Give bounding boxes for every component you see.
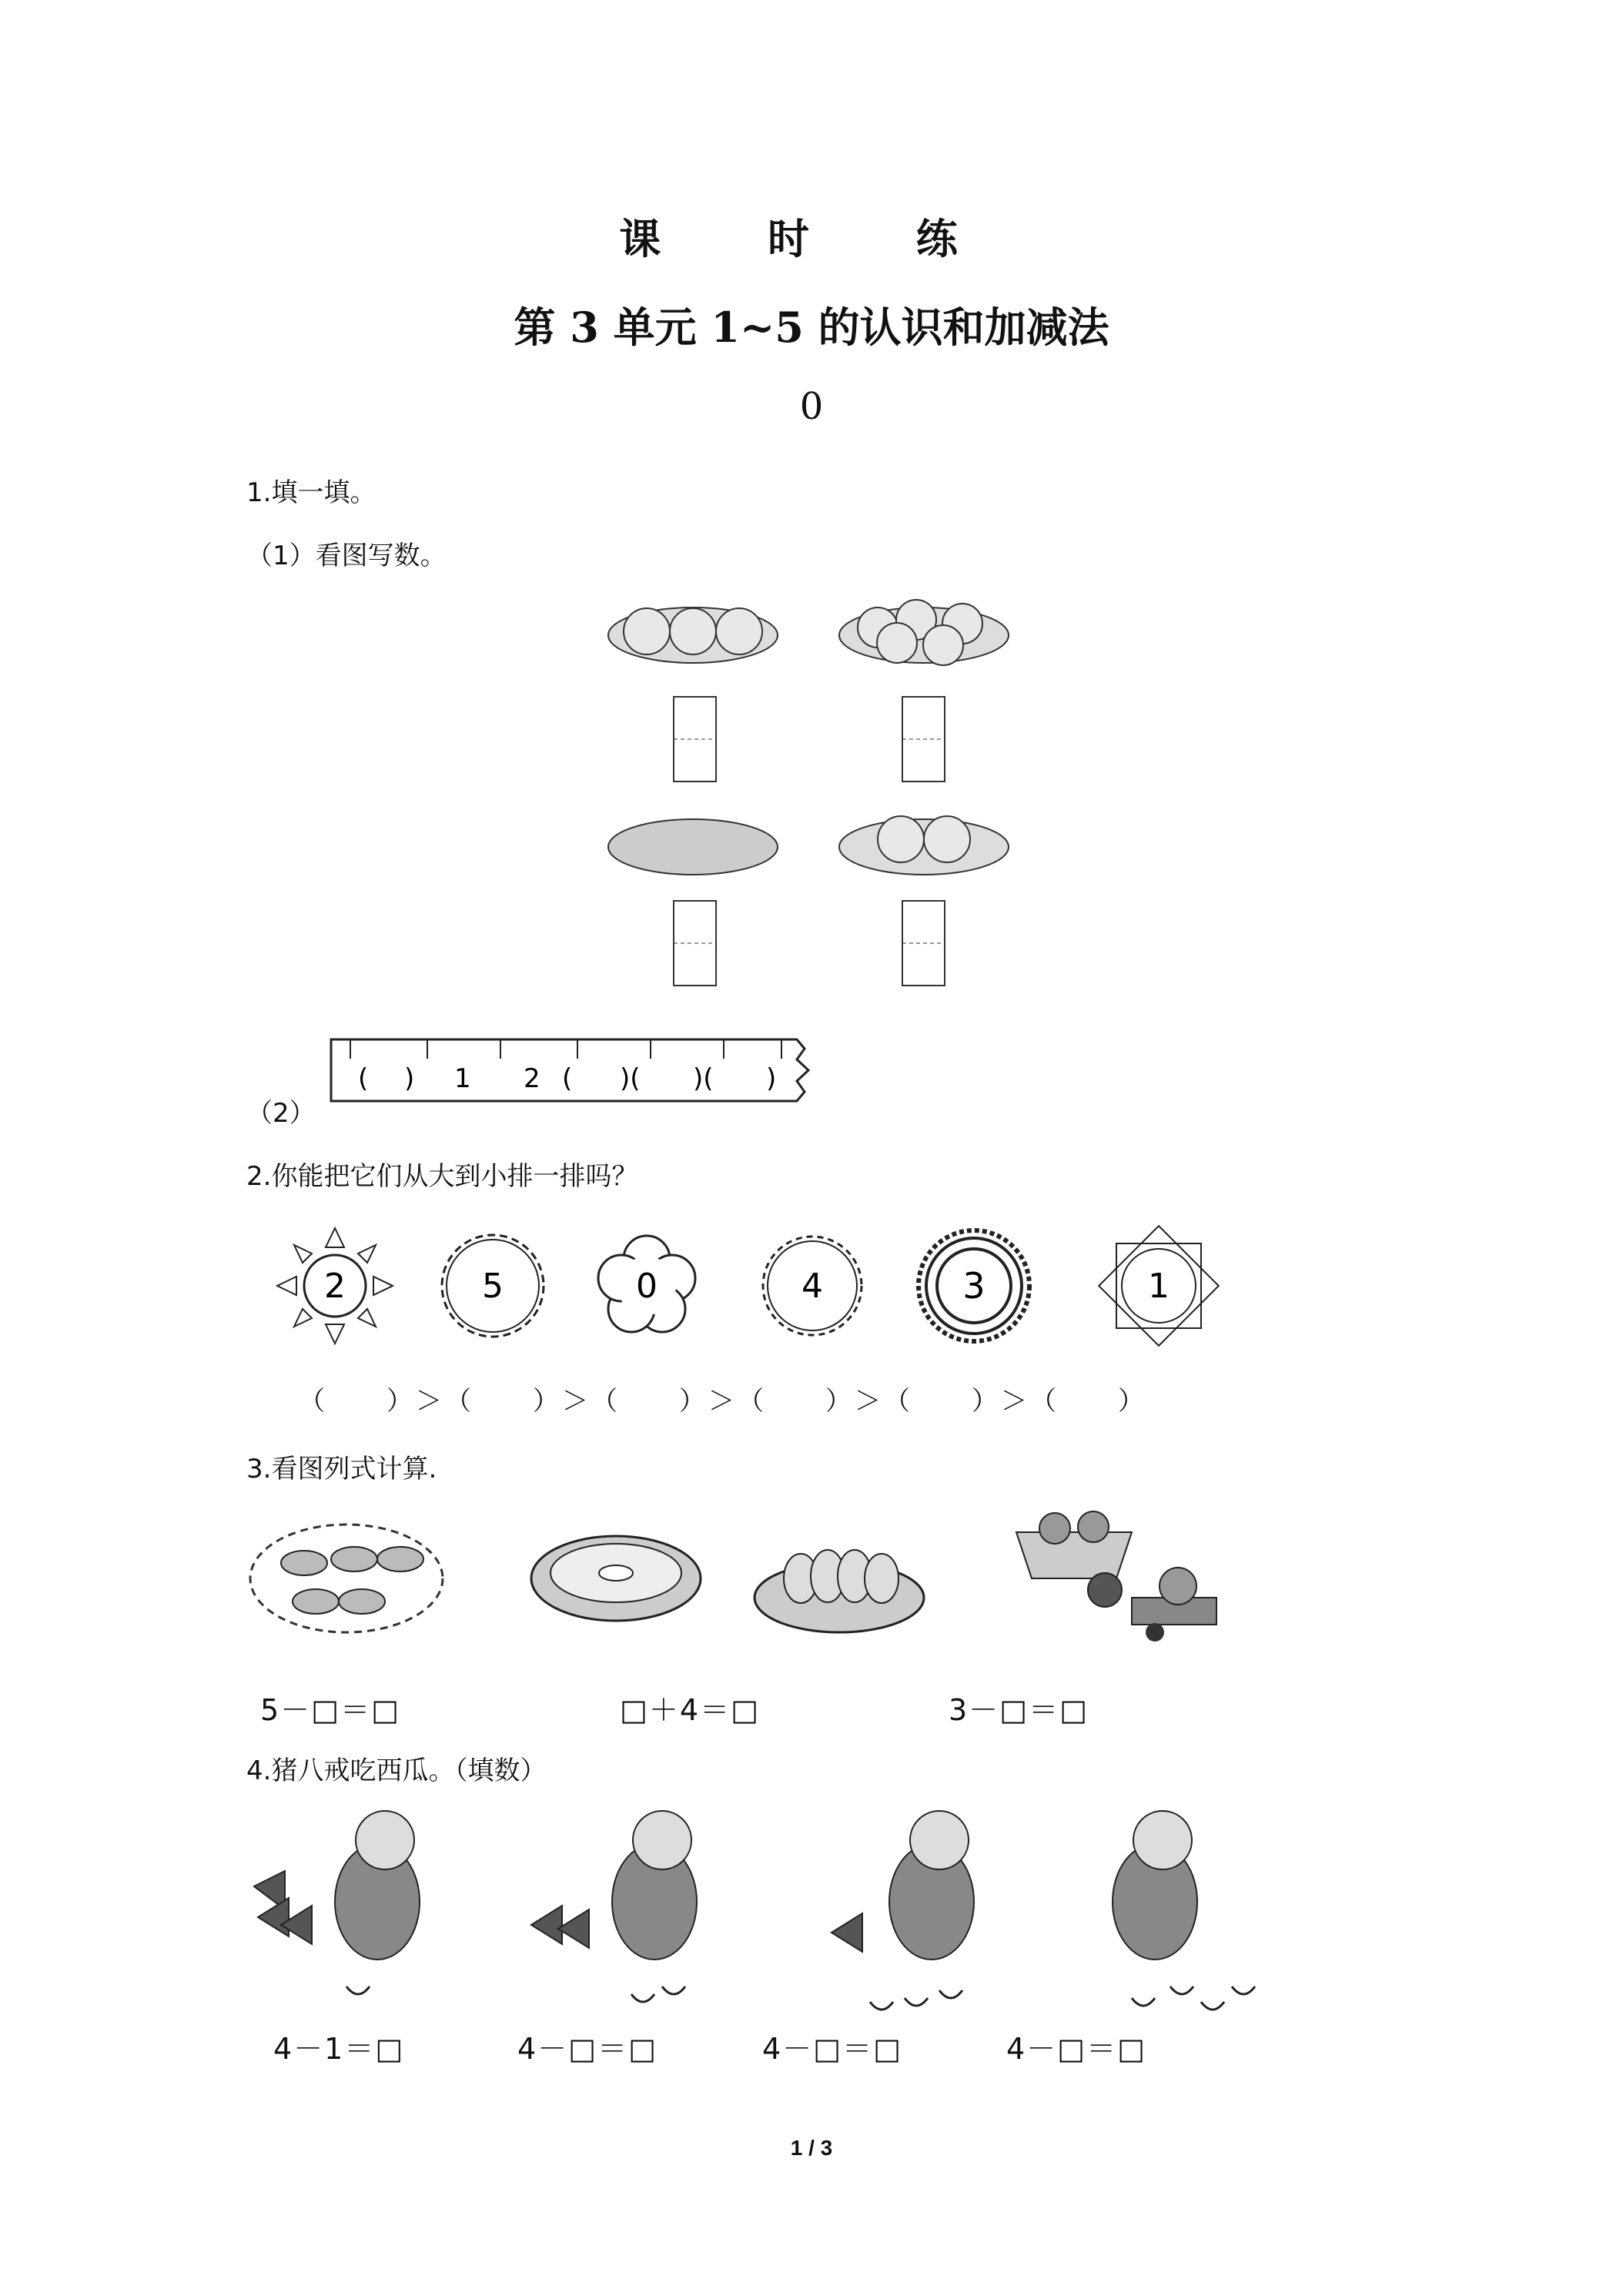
dark-star-badge <box>919 1230 1029 1341</box>
pigsy-panel-3 <box>832 1811 974 2010</box>
empty-bowl <box>531 1536 701 1621</box>
plate-empty <box>608 819 778 875</box>
badge-number: 4 <box>801 1267 823 1306</box>
answer-box-3[interactable] <box>674 901 716 986</box>
q1-part2-label: （2） <box>246 1098 316 1129</box>
pigsy-panel-4 <box>1113 1811 1255 2010</box>
q4-equation-1[interactable]: 4－1＝□ <box>273 2032 405 2066</box>
q1-heading: 1.填一填。 <box>246 477 376 508</box>
q1-part1-label: （1）看图写数。 <box>246 541 447 571</box>
ruler-label: ) <box>766 1063 777 1094</box>
badge-number: 3 <box>962 1265 986 1307</box>
ruler-label: ) <box>404 1063 415 1094</box>
plate-5-apples <box>839 600 1009 665</box>
pigsy-panel-1 <box>254 1811 420 1994</box>
ruler-label: ( <box>562 1063 573 1094</box>
q3-pictures <box>246 1505 1278 1652</box>
plate-3-apples <box>608 607 778 663</box>
badge-number: 1 <box>1148 1267 1170 1306</box>
basket-cart-figure <box>1016 1511 1216 1642</box>
q4-heading: 4.猪八戒吃西瓜。（填数） <box>246 1755 547 1786</box>
q4-pigsy-figures <box>246 1809 1293 2033</box>
q3-heading: 3.看图列式计算. <box>246 1454 437 1484</box>
lesson-title: 0 <box>799 385 824 428</box>
badge-number: 0 <box>636 1267 658 1306</box>
q3-equation-2[interactable]: □＋4＝□ <box>620 1693 760 1727</box>
q3-equation-3[interactable]: 3－□＝□ <box>949 1693 1089 1727</box>
q4-equation-3[interactable]: 4－□＝□ <box>762 2032 902 2066</box>
answer-box-4[interactable] <box>902 901 945 986</box>
star-badge <box>763 1237 862 1335</box>
q3-equation-1[interactable]: 5－□＝□ <box>260 1693 400 1727</box>
q4-equation-4[interactable]: 4－□＝□ <box>1006 2032 1146 2066</box>
q2-heading: 2.你能把它们从大到小排一排吗？ <box>246 1161 638 1192</box>
apple-plates-figure <box>601 585 1032 993</box>
sun-badge <box>277 1228 393 1344</box>
badge-number: 5 <box>482 1267 504 1306</box>
q2-answer-line[interactable]: （ ）＞（ ）＞（ ）＞（ ）＞（ ）＞（ ） <box>299 1386 1147 1417</box>
ruler-label: )( <box>620 1063 641 1094</box>
square-star-badge <box>1099 1226 1219 1346</box>
unit-title: 第 3 单元 1~5 的认识和加减法 <box>514 303 1109 352</box>
pigsy-panel-2 <box>531 1811 697 2002</box>
number-ruler <box>327 1032 820 1109</box>
flower-badge <box>598 1236 695 1332</box>
number-badges-figure <box>273 1224 1274 1355</box>
plate-2-apples <box>839 816 1009 875</box>
pears-bowl <box>755 1550 924 1632</box>
ruler-label: 2 <box>524 1063 540 1094</box>
leaves-oval <box>250 1525 443 1632</box>
q4-equation-2[interactable]: 4－□＝□ <box>517 2032 658 2066</box>
ruler-label: ( <box>358 1063 369 1094</box>
ruler-label: 1 <box>454 1063 471 1094</box>
answer-box-2[interactable] <box>902 697 945 782</box>
page-number: 1 / 3 <box>790 2136 833 2160</box>
badge-number: 2 <box>324 1267 346 1306</box>
answer-box-1[interactable] <box>674 697 716 782</box>
ruler-label: )( <box>693 1063 714 1094</box>
worksheet-title: 课 时 练 <box>619 214 1004 263</box>
zigzag-badge <box>442 1235 544 1337</box>
